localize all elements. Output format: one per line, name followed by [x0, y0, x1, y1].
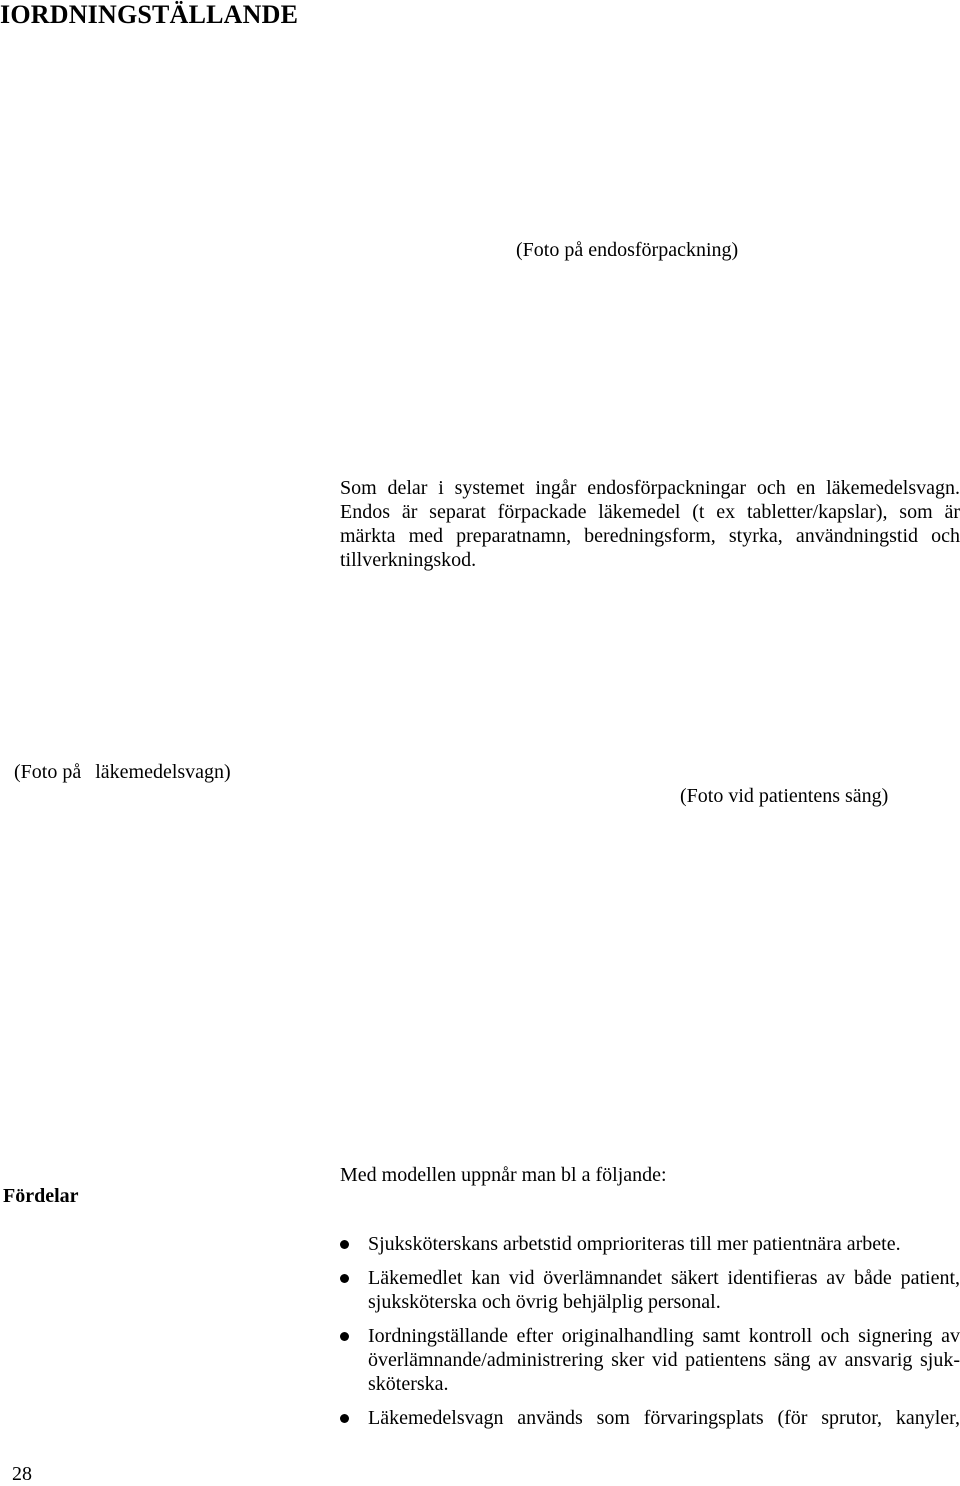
photo-caption-vagn [14, 760, 231, 784]
intro-paragraph [340, 476, 960, 572]
intro-line: tillverkningskod. [340, 549, 477, 571]
section-lead: Med modellen uppnår man bl a följande: [340, 1164, 667, 1186]
list-item-line: Läkemedlet kan vid överlämnandet säkert identifieras av både patient, [368, 1267, 960, 1289]
caption-part: läkemedelsvagn) [95, 761, 231, 783]
list-item-line: sköterska. [368, 1373, 449, 1395]
photo-caption-endos: (Foto på endosförpackning) [516, 239, 739, 261]
caption-part: (Foto på [14, 761, 82, 783]
list-item [340, 1324, 960, 1396]
advantages-list [340, 1232, 960, 1440]
page-number: 28 [12, 1463, 32, 1485]
section-heading: Fördelar [3, 1185, 79, 1207]
intro-line: Som delar i systemet ingår endosförpackningar och en läkemedelsvagn. [340, 477, 960, 499]
intro-line: Endos är separat förpackade läkemedel (t ex tabletter/kapslar), som är [340, 501, 960, 523]
bullet-icon [340, 1274, 349, 1283]
list-item-line: Sjuksköterskans arbetstid omprioriteras till mer patientnära arbete. [368, 1233, 901, 1255]
list-item [340, 1232, 960, 1256]
list-item-line: Läkemedelsvagn används som förvaringsplats (för sprutor, kanyler, [368, 1407, 960, 1429]
page-title: IORDNINGSTÄLLANDE [0, 0, 299, 29]
bullet-icon [340, 1414, 349, 1423]
bullet-icon [340, 1240, 349, 1249]
bullet-icon [340, 1332, 349, 1341]
list-item-line: sjuksköterska och övrig behjälplig personal. [368, 1291, 721, 1313]
list-item [340, 1406, 960, 1430]
photo-caption-sang: (Foto vid patientens säng) [680, 785, 889, 807]
intro-line: märkta med preparatnamn, beredningsform, styrka, användningstid och [340, 525, 960, 547]
list-item-line: Iordningställande efter originalhandling samt kontroll och signering av [368, 1325, 960, 1347]
list-item-line: överlämnande/administrering sker vid patientens säng av ansvarig sjuk- [368, 1349, 960, 1371]
list-item [340, 1266, 960, 1314]
